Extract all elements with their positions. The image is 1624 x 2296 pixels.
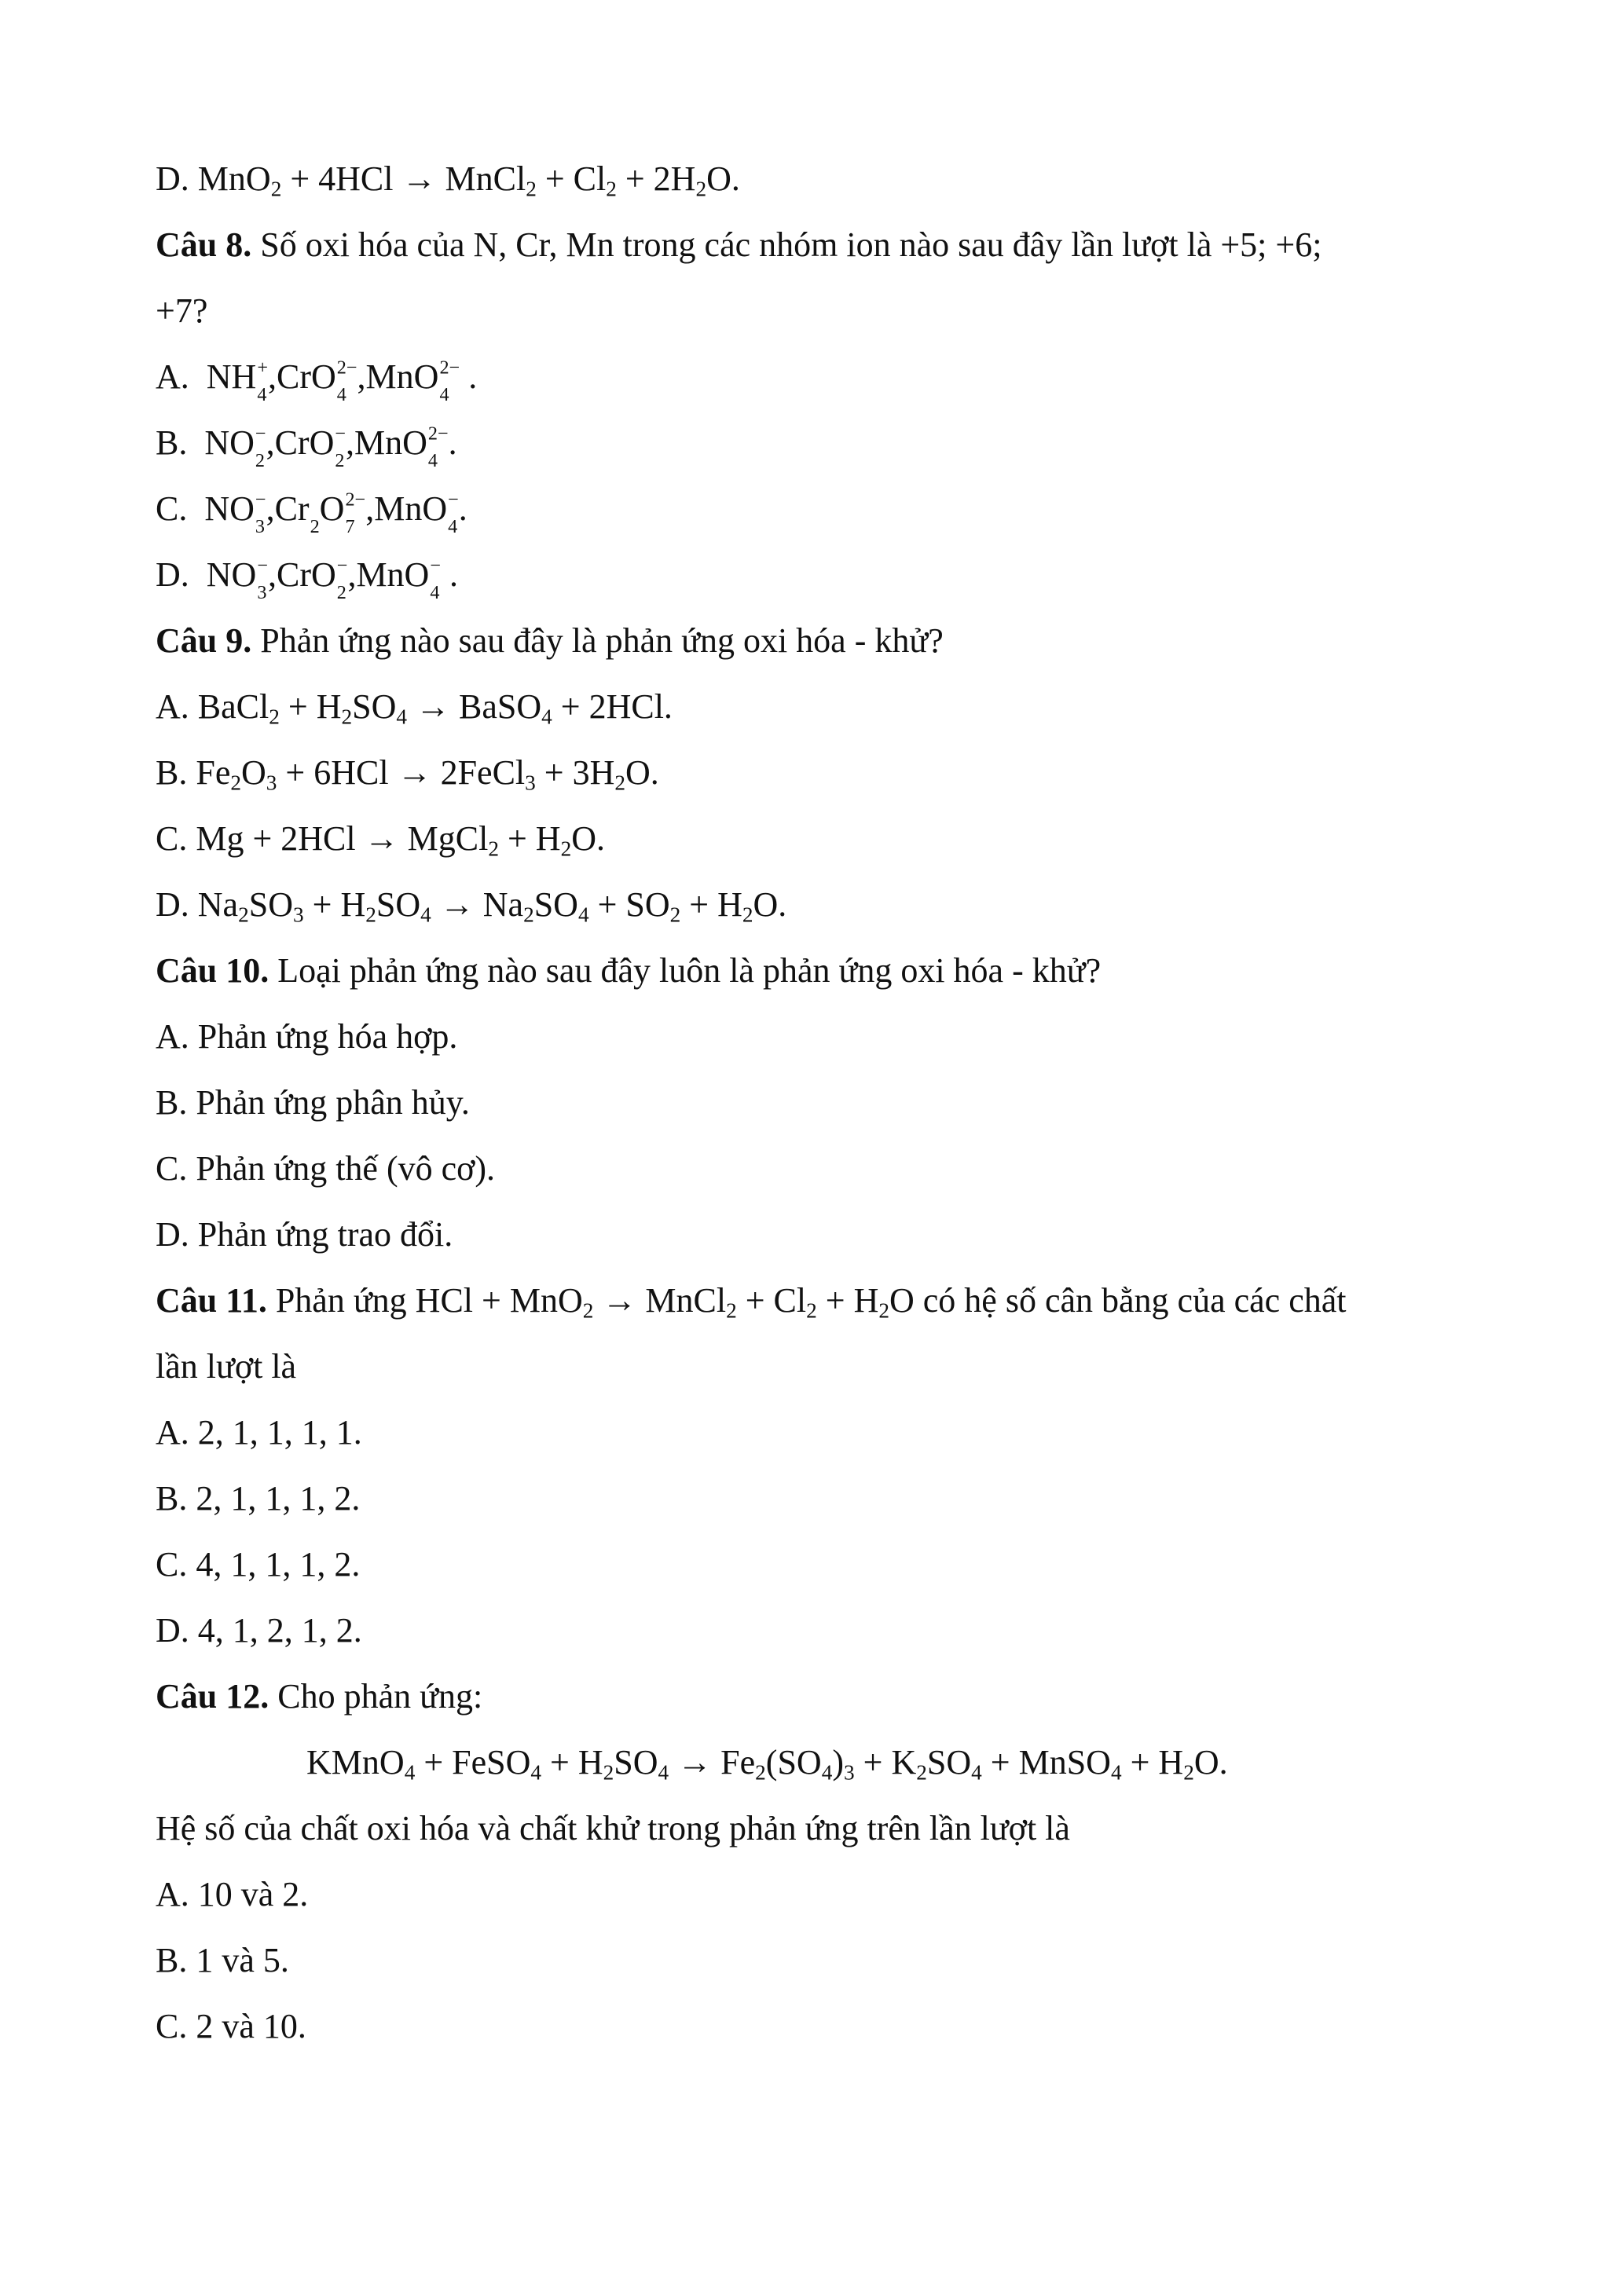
q12-equation: KMnO$_4$ + FeSO$_4$ + $H_2SO_4 \to Fe_2(SO_4)_3 + K_2SO_4$ + MnSO$_4$ + $H_2O$. xyxy=(306,1743,1228,1785)
q10-stem-text: Loại phản ứng nào sau đây luôn là phản ứng oxi hóa - khử? xyxy=(277,951,1102,990)
q9-option-a: A. BaCl$_2$ + $H_2SO_4$ → BaSO$_4$ + 2HCl. xyxy=(156,687,673,729)
q11-option-a: A. 2, 1, 1, 1, 1. xyxy=(156,1413,362,1452)
q11-stem-line1 xyxy=(156,1268,1491,1334)
q10-stem xyxy=(156,938,1491,1004)
q8-option-a-formula: NH + 4 ,CrO 2− 4 ,MnO 2− 4 . xyxy=(206,356,478,405)
q8-option-d xyxy=(156,542,1491,608)
q11-option-b: B. 2, 1, 1, 1, 2. xyxy=(156,1479,361,1518)
q11-option-c: C. 4, 1, 1, 1, 2. xyxy=(156,1545,361,1584)
q9-stem xyxy=(156,608,1491,674)
q11-stem-text: Phản ứng HCl + MnO$_2$ → MnCl$_2$ + $Cl_2 + H_2O$ có hệ số cân bằng của các chất xyxy=(275,1281,1347,1323)
document-page xyxy=(156,146,1491,2060)
q8-option-c-letter: C. xyxy=(156,489,188,528)
q12-stem-text: Cho phản ứng: xyxy=(277,1677,483,1716)
q8-stem-line1 xyxy=(156,212,1491,278)
q8-option-d-formula: NO − 3 ,CrO − 2 ,MnO − 4 . xyxy=(206,554,458,603)
q10-label: Câu 10. xyxy=(156,951,269,990)
q11-option-d: D. 4, 1, 2, 1, 2. xyxy=(156,1611,362,1650)
q10-option-b: B. Phản ứng phân hủy. xyxy=(156,1083,470,1122)
q8-option-b-formula: NO − 2 ,CrO − 2 ,MnO 2− 4 . xyxy=(204,422,457,471)
q8-option-c xyxy=(156,476,1491,542)
q8-option-a-letter: A. xyxy=(156,357,189,396)
q11-label: Câu 11. xyxy=(156,1281,267,1320)
q8-stem-text: Số oxi hóa của N, Cr, Mn trong các nhóm ion nào sau đây lần lượt là +5; +6; xyxy=(260,225,1322,264)
q12-label: Câu 12. xyxy=(156,1677,269,1716)
q10-option-d: D. Phản ứng trao đổi. xyxy=(156,1215,453,1254)
q12-option-b: B. 1 và 5. xyxy=(156,1941,289,1979)
q12-question: Hệ số của chất oxi hóa và chất khử trong phản ứng trên lần lượt là xyxy=(156,1809,1070,1847)
q8-option-d-letter: D. xyxy=(156,555,189,594)
q12-option-a: A. 10 và 2. xyxy=(156,1875,309,1913)
q8-option-b xyxy=(156,410,1491,476)
q12-stem xyxy=(156,1664,1491,1730)
q9-option-b: B. $Fe_2O_3 + 6HCl$ → 2FeCl$_3$ + $3H_2O$. xyxy=(156,753,659,795)
q8-label: Câu 8. xyxy=(156,225,252,264)
q8-option-a xyxy=(156,344,1491,410)
q10-option-c: C. Phản ứng thế (vô cơ). xyxy=(156,1149,496,1188)
q11-stem-line2: lần lượt là xyxy=(156,1347,297,1386)
q9-label: Câu 9. xyxy=(156,621,252,660)
q10-option-a: A. Phản ứng hóa hợp. xyxy=(156,1017,458,1056)
q9-option-d: D. $Na_2SO_3 + H_2SO_4 \to Na_2SO_4 + SO_2 + H_2O$. xyxy=(156,885,787,927)
q8-option-b-letter: B. xyxy=(156,423,188,462)
q7-option-d: D. MnO$_2$ + 4HCl → MnCl$_2$ + $Cl_2 + 2H_2O$. xyxy=(156,159,740,201)
q9-stem-text: Phản ứng nào sau đây là phản ứng oxi hóa - khử? xyxy=(260,621,944,660)
q8-stem-line2: +7? xyxy=(156,291,208,330)
q12-option-c: C. 2 và 10. xyxy=(156,2007,306,2045)
q8-option-c-formula: NO − 3 ,Cr 2 O 2− 7 ,MnO − 4 . xyxy=(204,488,467,537)
q9-option-c: C. Mg + 2HCl → MgCl$_2$ + $H_2O$. xyxy=(156,819,605,861)
